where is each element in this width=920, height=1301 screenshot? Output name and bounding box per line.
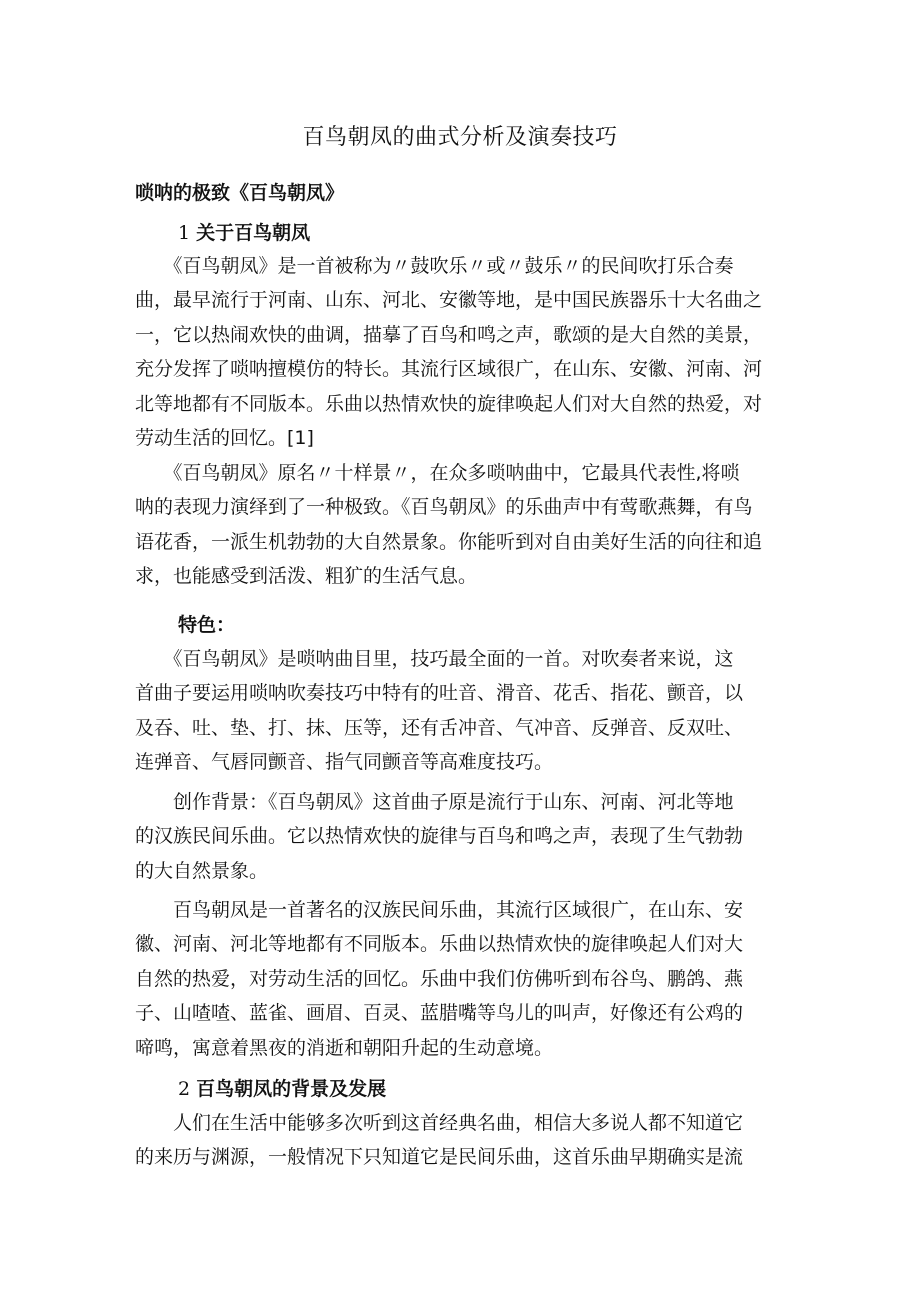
text-line: 求，也能感受到活泼、粗犷的生活气息。: [135, 565, 478, 588]
text-line: 的汉族民间乐曲。它以热情欢快的旋律与百鸟和鸣之声，表现了生气勃勃: [135, 825, 744, 848]
paragraph-history: [135, 1106, 790, 1175]
text-line: 子、山喳喳、蓝雀、画眉、百灵、蓝腊嘴等鸟儿的叫声，好像还有公鸡的: [135, 1002, 744, 1025]
paragraph-about: [135, 249, 790, 455]
text-line: 创作背景：《百鸟朝凤》这首曲子原是流行于山东、河南、河北等地: [135, 791, 734, 813]
section-label: 关于百鸟朝凤: [196, 222, 311, 244]
text-line: 呐的表现力演绎到了一种极致。《百鸟朝凤》的乐曲声中有莺歌燕舞，有鸟: [135, 496, 753, 519]
paragraph-description: [135, 893, 790, 1065]
section-number: 2: [178, 1078, 191, 1100]
section-heading-1: [178, 218, 310, 245]
text-line: 首曲子要运用唢呐吹奏技巧中特有的吐音、滑音、花舌、指花、颤音，以: [135, 682, 744, 705]
feature-label: 特色：: [178, 614, 236, 636]
paragraph-background: [135, 785, 790, 888]
text-line: 的来历与渊源，一般情况下只知道它是民间乐曲，这首乐曲早期确实是流: [135, 1146, 744, 1169]
text-line: 《百鸟朝凤》是一首被称为〃鼓吹乐〃或〃鼓乐〃的民间吹打乐合奏: [135, 255, 734, 277]
text-line: 《百鸟朝凤》原名〃十样景〃，在众多唢呐曲中，它最具代表性,将唢: [135, 462, 740, 484]
text-line: 及吞、吐、垫、打、抹、压等，还有舌冲音、气冲音、反弹音、反双吐、: [135, 716, 744, 739]
section-label: 百鸟朝凤的背景及发展: [196, 1078, 387, 1100]
text-line: 百鸟朝凤是一首著名的汉族民间乐曲，其流行区域很广，在山东、安: [135, 899, 744, 921]
text-line: 曲，最早流行于河南、山东、河北、安徽等地，是中国民族器乐十大名曲之: [135, 289, 763, 312]
section-heading-2: [178, 1074, 386, 1101]
text-line: 连弹音、气唇同颤音、指气同颤音等高难度技巧。: [135, 751, 554, 774]
text-line: 充分发挥了唢呐擅模仿的特长。其流行区域很广，在山东、安徽、河南、河: [135, 358, 763, 381]
text-line: 自然的热爱，对劳动生活的回忆。乐曲中我们仿佛听到布谷鸟、鹏鸽、燕: [135, 967, 744, 990]
text-line: 啼鸣，寓意着黑夜的消逝和朝阳升起的生动意境。: [135, 1036, 554, 1059]
text-line: 北等地都有不同版本。乐曲以热情欢快的旋律唤起人们对大自然的热爱，对: [135, 392, 763, 415]
text-line: 的大自然景象。: [135, 859, 269, 882]
paragraph-origin-name: [135, 456, 790, 594]
text-line: 徽、河南、河北等地都有不同版本。乐曲以热情欢快的旋律唤起人们对大: [135, 933, 744, 956]
text-line: 语花香，一派生机勃勃的大自然景象。你能听到对自由美好生活的向往和追: [135, 530, 763, 553]
section-number: 1: [178, 222, 191, 244]
main-heading: 唢呐的极致《百鸟朝凤》: [135, 182, 345, 204]
text-line: 人们在生活中能够多次听到这首经典名曲，相信大多说人都不知道它: [135, 1112, 744, 1134]
text-line: 劳动生活的回忆。[1]: [135, 427, 314, 450]
text-line: 《百鸟朝凤》是唢呐曲目里，技巧最全面的一首。对吹奏者来说，这: [135, 648, 734, 670]
document-title: 百鸟朝凤的曲式分析及演奏技巧: [302, 125, 618, 150]
text-line: 一，它以热闹欢快的曲调，描摹了百鸟和鸣之声，歌颂的是大自然的美景，: [135, 323, 763, 346]
paragraph-features: [135, 642, 790, 780]
